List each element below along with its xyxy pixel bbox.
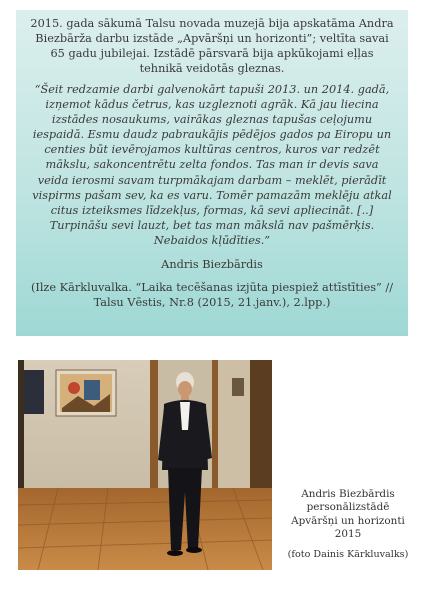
quote-box <box>16 10 408 336</box>
caption-photo-credit: (foto Dainis Kārkluvalks) <box>287 548 409 560</box>
intro-paragraph: 2015. gada sākumā Talsu novada muzejā bija apskatāma Andra Biezbārža darbu izstāde „Apvāršņi un horizonti”; veltīta savai 65 gadu jubilejai. Izstādē pārsvarā bija apkūkojami eļļas tehnikā veidotās gleznas. <box>30 17 394 75</box>
caption-line-name: Andris Biezbārdis <box>301 488 395 500</box>
quote-citation: (Ilze Kārkluvalka. “Laika tecēšanas izjūta piespiež attīstīties” // Talsu Vēstis, Nr.8 (2015, 21.janv.), 2.lpp.) <box>30 281 394 310</box>
artist-quote: “Šeit redzamie darbi galvenokārt tapuši 2013. un 2014. gadā, izņemot kādus četrus, kas uzgleznoti agrāk. Kā jau liecina izstādes nosaukums, vairākas gleznas tapušas ceļojumu iespaidā. Esmu daudz pabraukājis pēdējos gados pa Eiropu un centies būt ievērojamos kultūras centros, kuros var redzēt mākslu, sakoncentrētu zelta fondos. Tas man ir devis sava veida ierosmi savam turpmākajam darbam – meklēt, pierādīt vispirms pašam sev, ka es varu. Tomēr pamazām meklēju atkal citus izteiksmes līdzekļus, formas, kā sevi apliecināt. [..] Turpināšu sevi lauzt, bet tas man mākslā nav pašmērķis. Nebaidos kļūdīties.” <box>32 83 392 247</box>
caption-line-year: 2015 <box>334 528 362 541</box>
caption-line-title: Apvāršņi un horizonti <box>291 514 405 527</box>
photo-caption <box>278 488 418 561</box>
caption-line-type: personālizstādē <box>306 501 390 514</box>
quote-author: Andris Biezbārdis <box>161 258 263 272</box>
exhibition-photo <box>18 360 272 570</box>
